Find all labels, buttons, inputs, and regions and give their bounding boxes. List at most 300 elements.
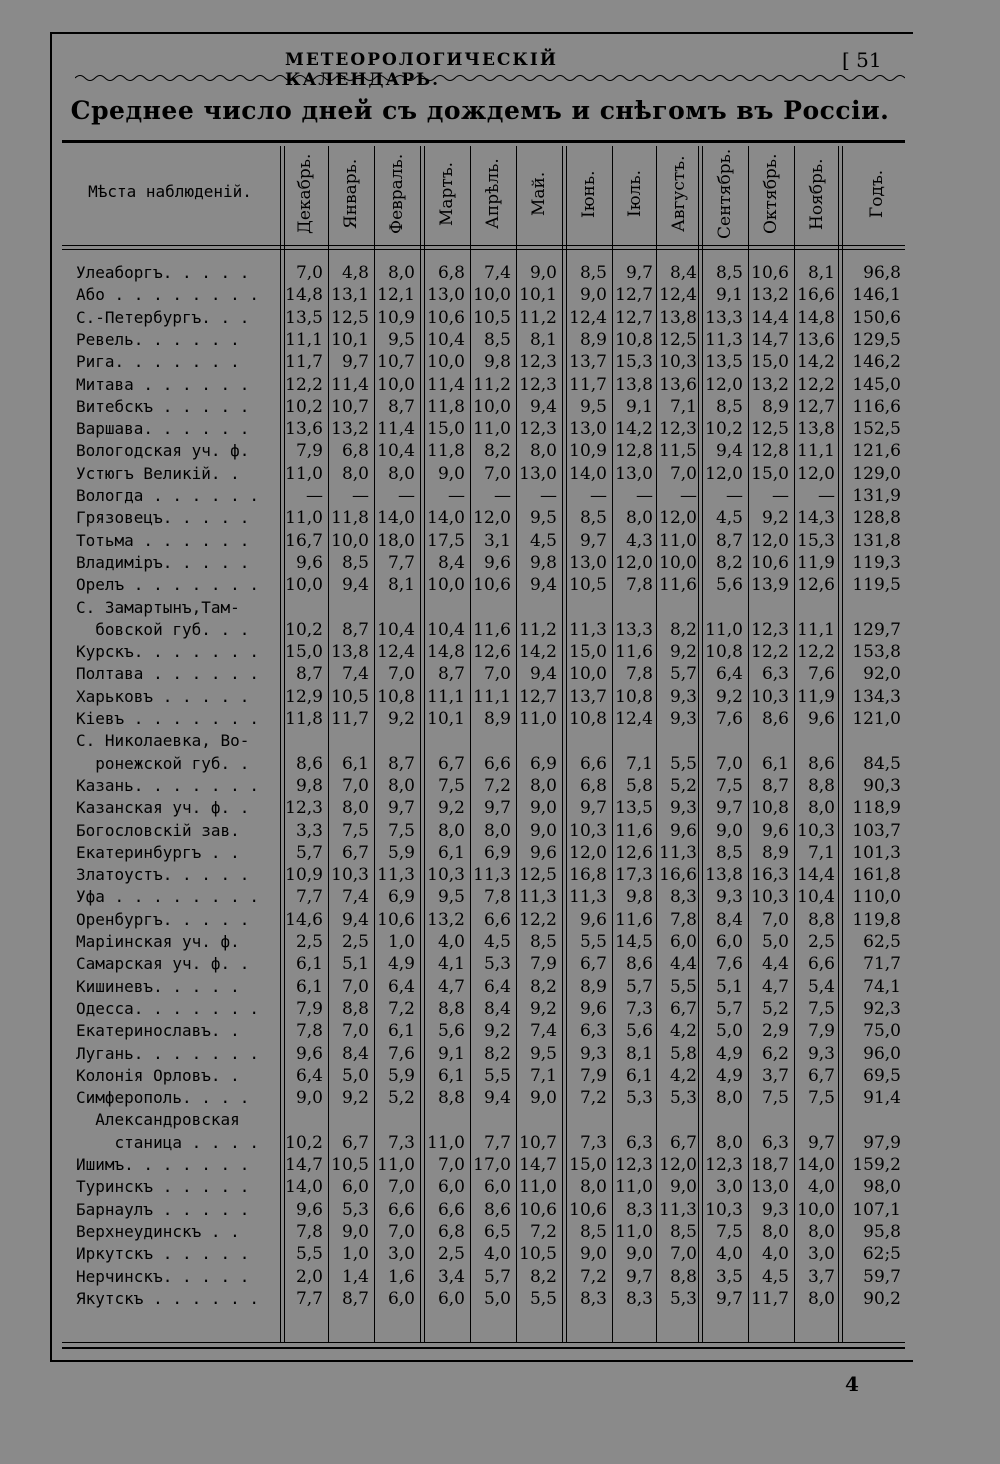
month-value: 9,8 bbox=[529, 552, 557, 573]
month-value: 4,5 bbox=[529, 530, 557, 551]
month-value: 7,0 bbox=[483, 664, 511, 685]
month-value: — bbox=[590, 486, 607, 506]
month-value: 6,0 bbox=[437, 1177, 465, 1198]
month-value: 12,3 bbox=[519, 419, 557, 440]
month-value: 5,6 bbox=[625, 1021, 653, 1042]
month-value: 5,8 bbox=[669, 1043, 697, 1064]
month-value: 12,4 bbox=[659, 285, 697, 306]
year-value: 153,8 bbox=[852, 642, 901, 663]
place-column-header: Мѣста наблюденій. bbox=[88, 182, 252, 201]
month-value: 12,0 bbox=[797, 463, 835, 484]
month-value: 9,6 bbox=[529, 842, 557, 863]
month-value: 6,7 bbox=[579, 954, 607, 975]
place-name: Вологда . . . . . . bbox=[76, 486, 260, 505]
year-value: 131,8 bbox=[852, 530, 901, 551]
place-name: Владиміръ. . . . . bbox=[76, 552, 250, 572]
month-value: 10,6 bbox=[473, 575, 511, 596]
month-value: 14,4 bbox=[751, 307, 789, 328]
month-value: 11,1 bbox=[427, 686, 465, 707]
month-value: 8,5 bbox=[715, 396, 743, 417]
month-value: 13,8 bbox=[659, 307, 697, 328]
year-value: 90,3 bbox=[863, 775, 901, 796]
month-value: 6,6 bbox=[483, 753, 511, 774]
month-value: 8,8 bbox=[437, 1088, 465, 1109]
month-value: 11,1 bbox=[797, 441, 835, 462]
month-value: 12,4 bbox=[569, 307, 607, 328]
place-name: Витебскъ . . . . . bbox=[76, 396, 250, 416]
month-value: 9,7 bbox=[625, 1266, 653, 1287]
month-value: 11,6 bbox=[615, 642, 653, 663]
month-value: 11,2 bbox=[519, 307, 557, 328]
month-value: 16,7 bbox=[285, 530, 323, 551]
month-value: 6,1 bbox=[295, 954, 323, 975]
month-value: 7,6 bbox=[715, 709, 743, 729]
month-value: 5,7 bbox=[483, 1266, 511, 1287]
month-value: 11,0 bbox=[473, 419, 511, 440]
month-header: Іюнь. bbox=[579, 170, 599, 218]
month-value: 9,4 bbox=[529, 575, 557, 596]
month-value: — bbox=[636, 486, 653, 506]
month-value: 11,4 bbox=[377, 419, 415, 440]
year-value: 152,5 bbox=[852, 419, 901, 440]
year-value: 119,8 bbox=[852, 909, 901, 930]
month-value: 7,4 bbox=[529, 1021, 557, 1042]
month-header: Іюль. bbox=[625, 170, 645, 218]
month-value: 9,2 bbox=[437, 798, 465, 819]
month-value: 8,5 bbox=[669, 1221, 697, 1242]
year-value: 116,6 bbox=[852, 396, 901, 417]
month-value: 14,2 bbox=[797, 352, 835, 373]
place-name: Або . . . . . . . . bbox=[76, 285, 260, 305]
month-value: 13,5 bbox=[285, 307, 323, 328]
month-value: 9,3 bbox=[807, 1043, 835, 1064]
month-value: — bbox=[448, 486, 465, 506]
month-value: 10,0 bbox=[797, 1199, 835, 1220]
month-value: 8,2 bbox=[715, 552, 743, 573]
month-value: 9,1 bbox=[437, 1043, 465, 1064]
month-value: — bbox=[540, 486, 557, 506]
month-value: 13,9 bbox=[751, 575, 789, 596]
month-value: 11,7 bbox=[751, 1288, 789, 1309]
month-value: 5,0 bbox=[715, 1021, 743, 1042]
month-value: 8,0 bbox=[483, 820, 511, 841]
year-value: 119,3 bbox=[852, 552, 901, 573]
month-value: 10,6 bbox=[569, 1199, 607, 1220]
month-value: 9,2 bbox=[761, 508, 789, 529]
month-value: 13,2 bbox=[751, 374, 789, 395]
place-name: Александровская bbox=[76, 1110, 240, 1130]
month-value: 14,7 bbox=[751, 329, 789, 350]
month-value: 17,0 bbox=[473, 1155, 511, 1175]
month-value: 14,7 bbox=[285, 1155, 323, 1175]
month-value: 7,3 bbox=[625, 998, 653, 1019]
month-header: Сентябрь. bbox=[715, 148, 735, 240]
year-value: 107,1 bbox=[852, 1199, 901, 1220]
year-value: 91,4 bbox=[863, 1088, 901, 1109]
month-value: 6,7 bbox=[807, 1065, 835, 1086]
month-value: 8,0 bbox=[579, 1177, 607, 1198]
month-value: 11,6 bbox=[615, 820, 653, 841]
month-value: 13,8 bbox=[615, 374, 653, 395]
month-value: 7,4 bbox=[341, 664, 369, 685]
month-value: 8,0 bbox=[807, 1288, 835, 1309]
month-value: 10,5 bbox=[519, 1244, 557, 1265]
month-header: Февраль. bbox=[387, 153, 407, 235]
month-value: 10,5 bbox=[473, 307, 511, 328]
month-value: 9,0 bbox=[437, 463, 465, 484]
month-value: 7,3 bbox=[579, 1132, 607, 1153]
month-value: 1,6 bbox=[387, 1266, 415, 1287]
month-value: 12,0 bbox=[705, 463, 743, 484]
place-name: Ишимъ. . . . . . . bbox=[76, 1155, 250, 1174]
month-value: 8,8 bbox=[341, 998, 369, 1019]
month-value: 5,0 bbox=[341, 1065, 369, 1086]
month-value: 7,0 bbox=[437, 1155, 465, 1175]
month-value: 7,7 bbox=[387, 552, 415, 573]
month-value: 9,2 bbox=[669, 642, 697, 663]
column-rule bbox=[838, 146, 839, 1342]
month-value: 9,4 bbox=[529, 664, 557, 685]
month-value: 13,8 bbox=[797, 419, 835, 440]
month-header: Октябрь. bbox=[761, 153, 781, 235]
month-value: 15,0 bbox=[285, 642, 323, 663]
month-value: 8,8 bbox=[437, 998, 465, 1019]
month-value: 8,4 bbox=[715, 909, 743, 930]
month-value: 11,6 bbox=[659, 575, 697, 596]
place-name: Барнаулъ . . . . . bbox=[76, 1199, 250, 1219]
month-value: 7,0 bbox=[669, 1244, 697, 1265]
month-value: 12,7 bbox=[615, 307, 653, 328]
month-value: 6,4 bbox=[715, 664, 743, 685]
month-value: 9,0 bbox=[579, 1244, 607, 1265]
month-value: 9,7 bbox=[807, 1132, 835, 1153]
place-name: Кишиневъ. . . . . bbox=[76, 976, 240, 996]
month-value: 8,9 bbox=[483, 709, 511, 729]
month-value: 8,0 bbox=[529, 441, 557, 462]
month-value: 7,0 bbox=[387, 664, 415, 685]
month-value: 11,4 bbox=[427, 374, 465, 395]
month-value: 5,7 bbox=[625, 976, 653, 997]
place-name: Рига. . . . . . . bbox=[76, 352, 240, 372]
month-value: 10,0 bbox=[427, 575, 465, 596]
month-value: 7,3 bbox=[387, 1132, 415, 1153]
year-value: 121,6 bbox=[852, 441, 901, 462]
month-value: 12,5 bbox=[751, 419, 789, 440]
month-value: 11,0 bbox=[519, 1177, 557, 1198]
month-value: 4,5 bbox=[715, 508, 743, 529]
month-value: — bbox=[818, 486, 835, 506]
month-value: 12,5 bbox=[659, 329, 697, 350]
month-value: 16,3 bbox=[751, 865, 789, 886]
month-value: 5,8 bbox=[625, 775, 653, 796]
month-value: 9,3 bbox=[579, 1043, 607, 1064]
month-value: 4,1 bbox=[437, 954, 465, 975]
month-value: 6,6 bbox=[387, 1199, 415, 1220]
month-value: 12,3 bbox=[519, 374, 557, 395]
month-value: 11,1 bbox=[797, 619, 835, 640]
month-value: 8,2 bbox=[669, 619, 697, 640]
month-value: 4,5 bbox=[483, 932, 511, 952]
month-value: 4,8 bbox=[341, 263, 369, 283]
month-value: 5,5 bbox=[579, 932, 607, 952]
month-value: 9,6 bbox=[579, 998, 607, 1019]
month-value: 10,8 bbox=[615, 686, 653, 707]
month-value: 9,5 bbox=[529, 1043, 557, 1064]
month-value: 12,3 bbox=[285, 798, 323, 819]
month-value: 6,6 bbox=[807, 954, 835, 975]
month-value: 12,2 bbox=[797, 374, 835, 395]
month-value: 9,3 bbox=[669, 798, 697, 819]
month-value: 3,0 bbox=[387, 1244, 415, 1265]
month-value: 7,5 bbox=[437, 775, 465, 796]
month-value: 9,7 bbox=[579, 798, 607, 819]
month-value: 7,5 bbox=[761, 1088, 789, 1109]
month-value: 12,2 bbox=[285, 374, 323, 395]
month-value: 10,3 bbox=[751, 887, 789, 908]
month-value: 7,0 bbox=[761, 909, 789, 930]
month-value: 4,7 bbox=[437, 976, 465, 997]
month-value: 6,2 bbox=[761, 1043, 789, 1064]
year-value: 110,0 bbox=[852, 887, 901, 908]
month-value: 7,6 bbox=[387, 1043, 415, 1064]
month-value: 1,0 bbox=[341, 1244, 369, 1265]
month-value: 11,8 bbox=[331, 508, 369, 529]
month-value: 12,0 bbox=[659, 508, 697, 529]
place-name: ронежской губ. . bbox=[76, 753, 250, 773]
month-value: 11,3 bbox=[659, 842, 697, 863]
month-value: 4,3 bbox=[625, 530, 653, 551]
month-value: 10,2 bbox=[285, 619, 323, 640]
month-value: 9,0 bbox=[579, 285, 607, 306]
month-value: 11,0 bbox=[519, 709, 557, 729]
month-value: 10,4 bbox=[377, 441, 415, 462]
month-value: 14,2 bbox=[615, 419, 653, 440]
place-name: Иркутскъ . . . . . bbox=[76, 1244, 250, 1264]
month-value: 6,5 bbox=[483, 1221, 511, 1242]
month-value: 12,1 bbox=[377, 285, 415, 306]
month-value: 9,6 bbox=[483, 552, 511, 573]
place-name: Лугань. . . . . . . bbox=[76, 1043, 260, 1063]
place-name: С. Николаевка, Во- bbox=[76, 731, 250, 751]
month-value: 12,8 bbox=[751, 441, 789, 462]
place-name: Тотьма . . . . . . bbox=[76, 530, 250, 550]
month-value: 10,3 bbox=[427, 865, 465, 886]
bottom-rule-2 bbox=[62, 1347, 905, 1349]
month-value: 11,0 bbox=[377, 1155, 415, 1175]
month-value: 8,5 bbox=[529, 932, 557, 952]
place-name: Уфа . . . . . . . . bbox=[76, 887, 260, 907]
year-value: 92,3 bbox=[863, 998, 901, 1019]
month-value: 9,2 bbox=[715, 686, 743, 707]
month-value: 4,0 bbox=[715, 1244, 743, 1265]
month-value: 13,0 bbox=[615, 463, 653, 484]
month-value: 5,6 bbox=[437, 1021, 465, 1042]
month-value: 7,0 bbox=[295, 263, 323, 283]
month-value: 18,0 bbox=[377, 530, 415, 551]
place-name: Богословскій зав. bbox=[76, 820, 240, 840]
month-value: 16,6 bbox=[797, 285, 835, 306]
month-value: 6,4 bbox=[295, 1065, 323, 1086]
month-value: 12,2 bbox=[519, 909, 557, 930]
month-value: 8,6 bbox=[807, 753, 835, 774]
month-value: 7,1 bbox=[807, 842, 835, 863]
year-value: 146,1 bbox=[852, 285, 901, 306]
month-value: 8,5 bbox=[579, 1221, 607, 1242]
year-value: 146,2 bbox=[852, 352, 901, 373]
month-value: 11,8 bbox=[427, 396, 465, 417]
month-value: 10,2 bbox=[285, 396, 323, 417]
month-value: 12,4 bbox=[615, 709, 653, 729]
month-value: 6,0 bbox=[341, 1177, 369, 1198]
month-value: 10,3 bbox=[751, 686, 789, 707]
month-value: 10,1 bbox=[427, 709, 465, 729]
month-value: 6,8 bbox=[437, 263, 465, 283]
month-value: 9,7 bbox=[341, 352, 369, 373]
month-value: 10,9 bbox=[569, 441, 607, 462]
month-value: 3,1 bbox=[483, 530, 511, 551]
month-value: 11,0 bbox=[427, 1132, 465, 1153]
month-value: 9,7 bbox=[483, 798, 511, 819]
month-value: 10,8 bbox=[377, 686, 415, 707]
month-value: 8,5 bbox=[579, 263, 607, 283]
month-value: 8,0 bbox=[387, 463, 415, 484]
month-value: 13,2 bbox=[427, 909, 465, 930]
month-value: 14,0 bbox=[569, 463, 607, 484]
month-value: 11,7 bbox=[285, 352, 323, 373]
month-value: 8,2 bbox=[529, 1266, 557, 1287]
month-value: 6,4 bbox=[387, 976, 415, 997]
month-value: 2,5 bbox=[437, 1244, 465, 1265]
month-value: 8,1 bbox=[529, 329, 557, 350]
month-value: 7,2 bbox=[483, 775, 511, 796]
year-value: 101,3 bbox=[852, 842, 901, 863]
month-value: 14,8 bbox=[285, 285, 323, 306]
month-value: 12,3 bbox=[519, 352, 557, 373]
month-value: 5,7 bbox=[715, 998, 743, 1019]
year-value: 119,5 bbox=[852, 575, 901, 596]
month-value: 18,7 bbox=[751, 1155, 789, 1175]
month-value: 5,2 bbox=[669, 775, 697, 796]
place-name: бовской губ. . . bbox=[76, 619, 250, 639]
month-value: 11,8 bbox=[427, 441, 465, 462]
month-value: 4,9 bbox=[715, 1065, 743, 1086]
month-value: 7,7 bbox=[295, 887, 323, 908]
month-value: 4,2 bbox=[669, 1065, 697, 1086]
year-value: 96,8 bbox=[863, 263, 901, 283]
place-name: Симферополь. . . . bbox=[76, 1088, 250, 1108]
month-value: 12,9 bbox=[285, 686, 323, 707]
month-value: 11,3 bbox=[377, 865, 415, 886]
month-value: 9,3 bbox=[715, 887, 743, 908]
month-value: 6,7 bbox=[341, 842, 369, 863]
month-value: 6,8 bbox=[341, 441, 369, 462]
month-header: Августъ. bbox=[669, 155, 689, 233]
month-value: 12,3 bbox=[751, 619, 789, 640]
month-value: 9,2 bbox=[529, 998, 557, 1019]
month-value: — bbox=[306, 486, 323, 506]
month-value: 10,0 bbox=[659, 552, 697, 573]
month-value: 13,8 bbox=[331, 642, 369, 663]
month-value: 5,3 bbox=[669, 1288, 697, 1309]
year-value: 131,9 bbox=[852, 486, 901, 506]
month-value: 8,0 bbox=[387, 775, 415, 796]
place-name: Екатеринбургъ . . bbox=[76, 842, 240, 862]
month-value: 13,3 bbox=[615, 619, 653, 640]
month-value: 10,0 bbox=[473, 396, 511, 417]
month-value: 9,6 bbox=[807, 709, 835, 729]
month-value: 6,6 bbox=[437, 1199, 465, 1220]
running-title: МЕТЕОРОЛОГИЧЕСКІЙ КАЛЕНДАРЬ. bbox=[285, 50, 558, 90]
month-value: 6,9 bbox=[483, 842, 511, 863]
month-value: 9,5 bbox=[387, 329, 415, 350]
month-value: 10,4 bbox=[427, 619, 465, 640]
place-name: Екатеринославъ. . bbox=[76, 1021, 240, 1041]
month-value: 4,9 bbox=[715, 1043, 743, 1064]
month-value: 7,0 bbox=[341, 775, 369, 796]
month-value: 10,7 bbox=[519, 1132, 557, 1153]
month-value: 4,0 bbox=[807, 1177, 835, 1198]
place-name: Казань. . . . . . . bbox=[76, 775, 260, 795]
month-value: 8,6 bbox=[295, 753, 323, 774]
month-value: 10,0 bbox=[473, 285, 511, 306]
month-value: 10,7 bbox=[331, 396, 369, 417]
page-number: [ 51 bbox=[842, 48, 882, 72]
month-value: 9,0 bbox=[341, 1221, 369, 1242]
place-name: станица . . . . bbox=[76, 1132, 260, 1152]
place-name: Курскъ. . . . . . . bbox=[76, 642, 260, 662]
month-value: 6,1 bbox=[387, 1021, 415, 1042]
year-value: 129,5 bbox=[852, 329, 901, 350]
month-value: 7,2 bbox=[579, 1266, 607, 1287]
month-value: 11,3 bbox=[569, 887, 607, 908]
month-value: 9,6 bbox=[295, 1043, 323, 1064]
month-value: 13,6 bbox=[797, 329, 835, 350]
month-value: 1,0 bbox=[387, 932, 415, 952]
month-value: 7,7 bbox=[295, 1288, 323, 1309]
month-value: 2,0 bbox=[295, 1266, 323, 1287]
month-value: 13,0 bbox=[427, 285, 465, 306]
month-value: 3,7 bbox=[761, 1065, 789, 1086]
month-value: 14,5 bbox=[615, 932, 653, 952]
month-value: — bbox=[352, 486, 369, 506]
month-value: 9,0 bbox=[715, 820, 743, 841]
month-value: 4,4 bbox=[761, 954, 789, 975]
month-value: 9,2 bbox=[341, 1088, 369, 1109]
year-value: 129,7 bbox=[852, 619, 901, 640]
month-value: 14,2 bbox=[519, 642, 557, 663]
month-value: 10,5 bbox=[331, 686, 369, 707]
month-value: 13,7 bbox=[569, 352, 607, 373]
month-value: 11,6 bbox=[473, 619, 511, 640]
month-value: 5,0 bbox=[483, 1288, 511, 1309]
month-value: 8,9 bbox=[761, 842, 789, 863]
month-value: 1,4 bbox=[341, 1266, 369, 1287]
month-value: 6,8 bbox=[579, 775, 607, 796]
month-value: 9,0 bbox=[529, 1088, 557, 1109]
month-value: 8,3 bbox=[579, 1288, 607, 1309]
month-value: 11,3 bbox=[519, 887, 557, 908]
place-name: Устюгъ Великій. . bbox=[76, 463, 240, 483]
month-value: 8,5 bbox=[715, 263, 743, 283]
year-value: 159,2 bbox=[852, 1155, 901, 1175]
month-value: 8,1 bbox=[807, 263, 835, 283]
month-value: 4,0 bbox=[761, 1244, 789, 1265]
place-name: Грязовецъ. . . . . bbox=[76, 508, 250, 528]
month-value: 8,5 bbox=[715, 842, 743, 863]
place-name: Казанская уч. ф. . bbox=[76, 798, 250, 818]
month-value: 6,6 bbox=[579, 753, 607, 774]
year-value: 121,0 bbox=[852, 709, 901, 729]
